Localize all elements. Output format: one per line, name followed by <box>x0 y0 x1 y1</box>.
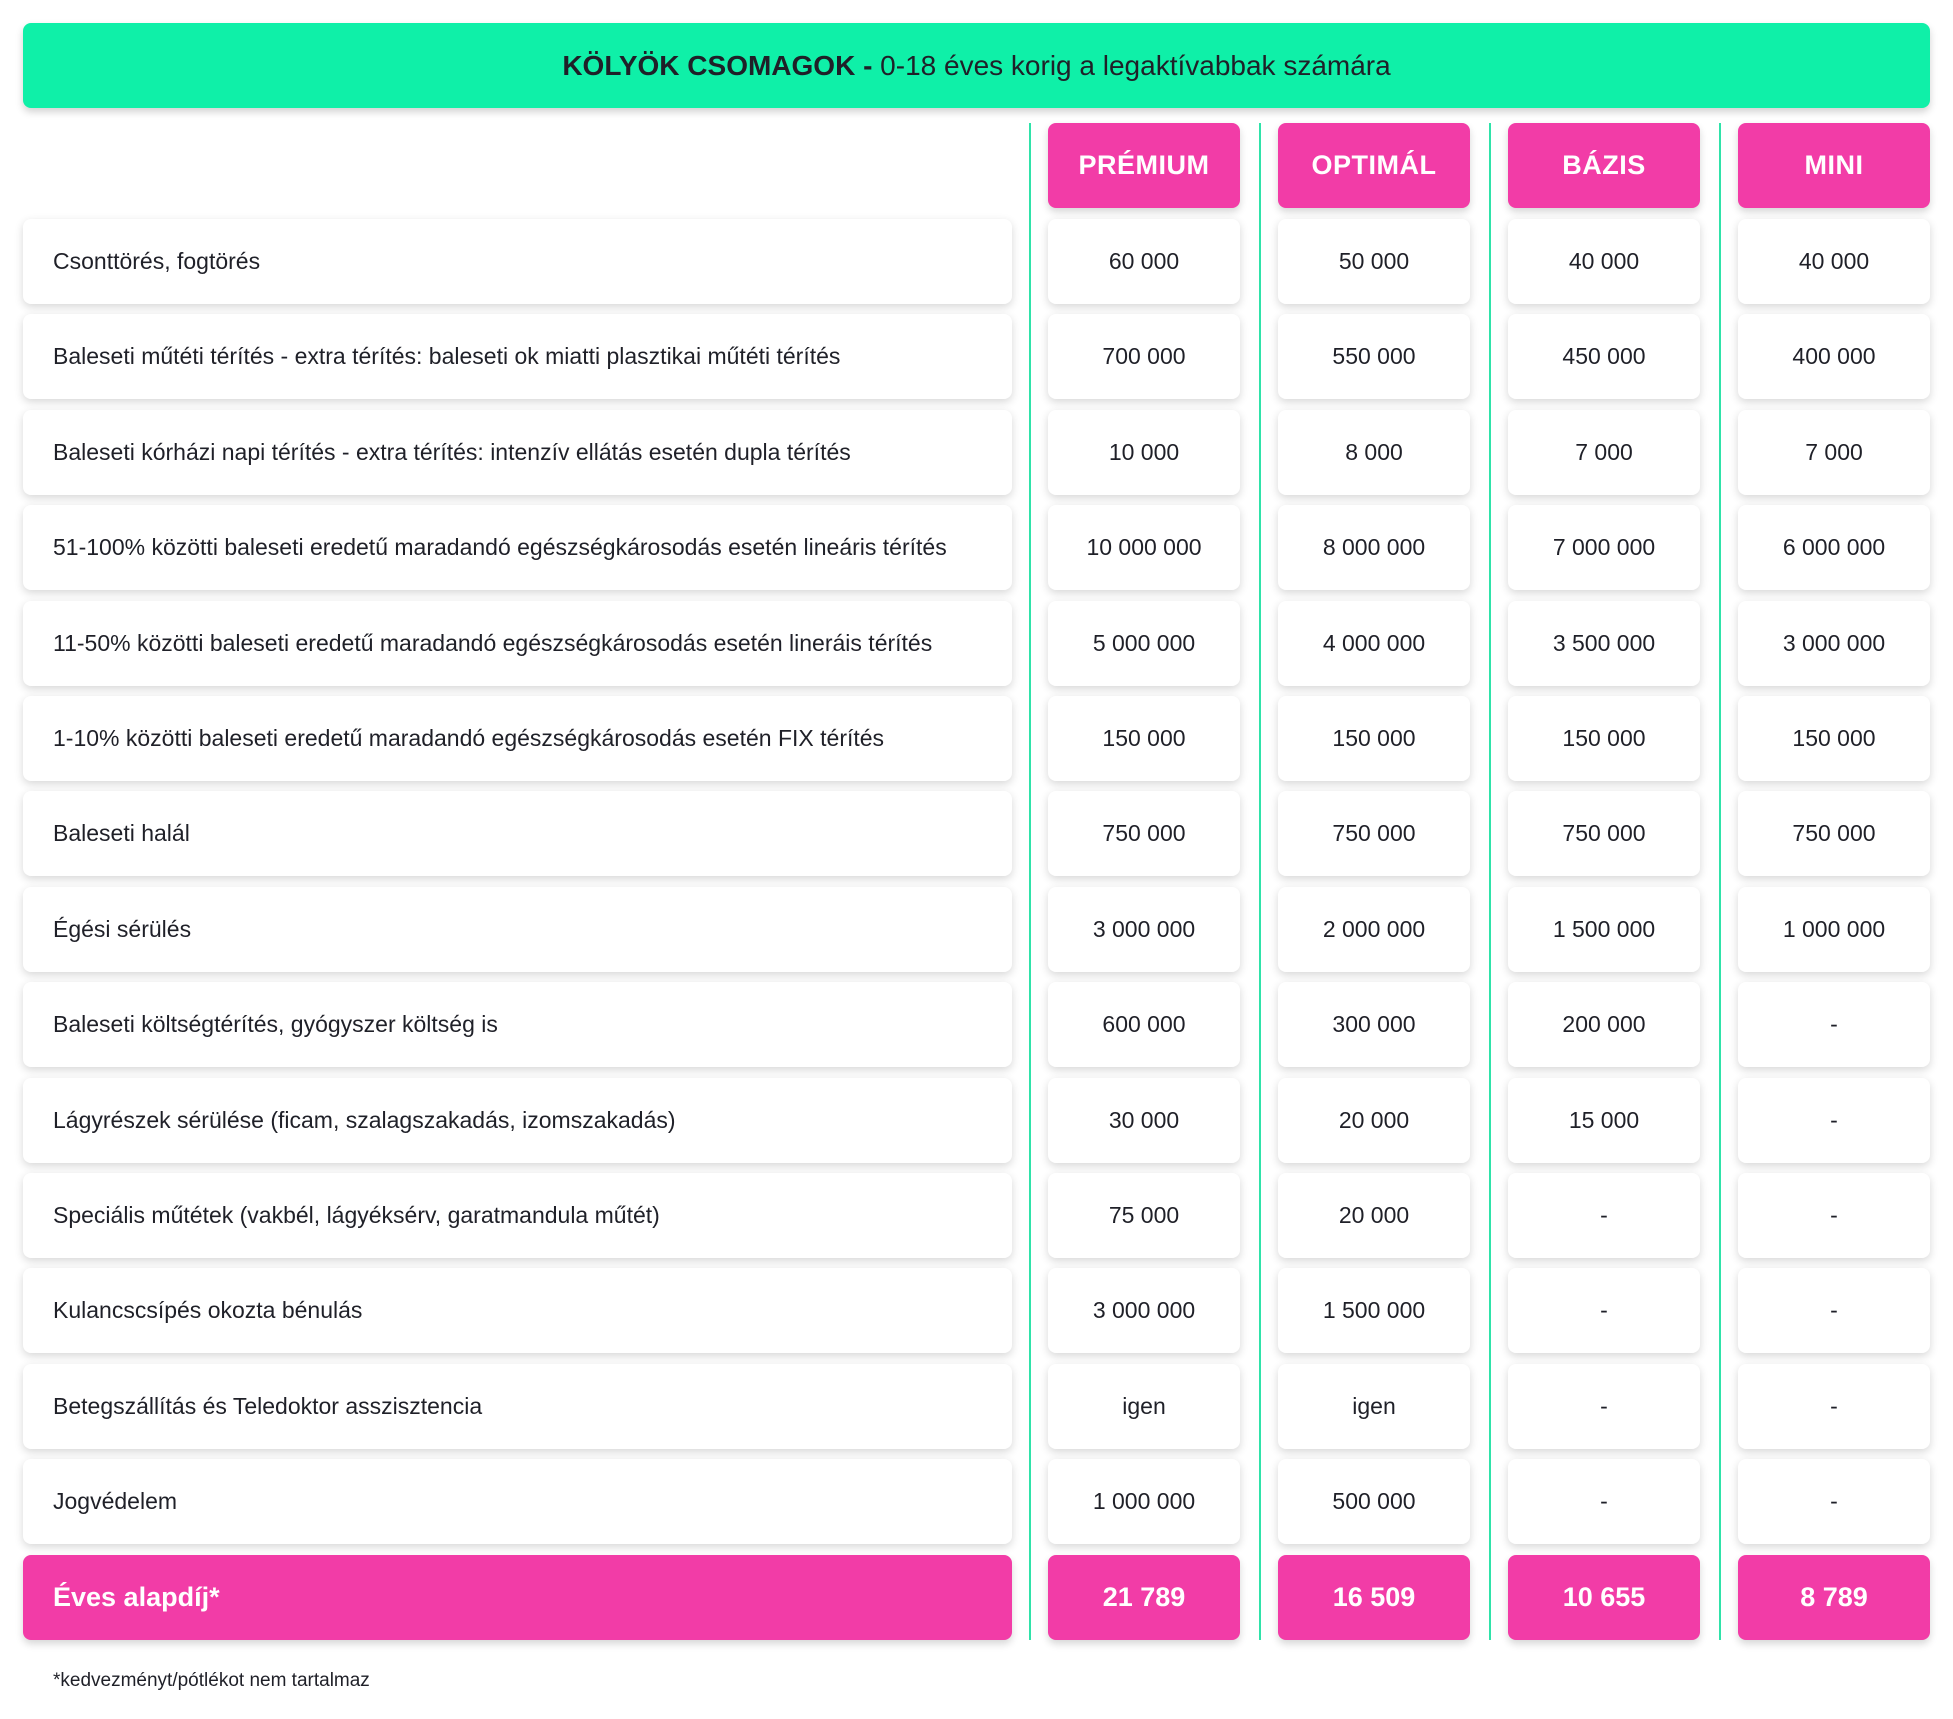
footnote: *kedvezményt/pótlékot nem tartalmaz <box>53 1670 370 1691</box>
total-value: 10 655 <box>1508 1555 1700 1640</box>
table-cell: 750 000 <box>1738 791 1930 876</box>
table-cell: 550 000 <box>1278 314 1470 399</box>
table-cell: 6 000 000 <box>1738 505 1930 590</box>
row-label: 1-10% közötti baleseti eredetű maradandó egészségkárosodás esetén FIX térítés <box>23 696 1012 781</box>
table-cell: 10 000 000 <box>1048 505 1240 590</box>
package-header: BÁZIS <box>1508 123 1700 208</box>
table-cell: 150 000 <box>1048 696 1240 781</box>
row-label: 51-100% közötti baleseti eredetű maradandó egészségkárosodás esetén lineáris térítés <box>23 505 1012 590</box>
table-cell: - <box>1738 1364 1930 1449</box>
row-label: Baleseti műtéti térítés - extra térítés: baleseti ok miatti plasztikai műtéti térítés <box>23 314 1012 399</box>
table-cell: - <box>1508 1268 1700 1353</box>
row-label: Baleseti kórházi napi térítés - extra térítés: intenzív ellátás esetén dupla térítés <box>23 410 1012 495</box>
header-title-bold: KÖLYÖK CSOMAGOK - <box>562 49 873 81</box>
table-cell: 1 500 000 <box>1278 1268 1470 1353</box>
table-cell: 40 000 <box>1738 219 1930 304</box>
table-cell: - <box>1508 1364 1700 1449</box>
table-cell: 600 000 <box>1048 982 1240 1067</box>
row-label: Betegszállítás és Teledoktor asszisztencia <box>23 1364 1012 1449</box>
column-divider <box>1719 123 1721 1640</box>
row-label: Baleseti halál <box>23 791 1012 876</box>
table-cell: 40 000 <box>1508 219 1700 304</box>
total-value: 21 789 <box>1048 1555 1240 1640</box>
table-cell: 1 000 000 <box>1738 887 1930 972</box>
table-cell: 5 000 000 <box>1048 601 1240 686</box>
row-label: Kulancscsípés okozta bénulás <box>23 1268 1012 1353</box>
table-cell: - <box>1738 1268 1930 1353</box>
row-label: Baleseti költségtérítés, gyógyszer költség is <box>23 982 1012 1067</box>
column-divider <box>1029 123 1031 1640</box>
row-label: 11-50% közötti baleseti eredetű maradandó egészségkárosodás esetén lineráis térítés <box>23 601 1012 686</box>
table-cell: 700 000 <box>1048 314 1240 399</box>
table-cell: 7 000 <box>1508 410 1700 495</box>
table-cell: 2 000 000 <box>1278 887 1470 972</box>
table-cell: 10 000 <box>1048 410 1240 495</box>
table-cell: igen <box>1278 1364 1470 1449</box>
row-label: Lágyrészek sérülése (ficam, szalagszakadás, izomszakadás) <box>23 1078 1012 1163</box>
table-cell: 300 000 <box>1278 982 1470 1067</box>
row-label: Jogvédelem <box>23 1459 1012 1544</box>
table-cell: 1 500 000 <box>1508 887 1700 972</box>
table-cell: 3 500 000 <box>1508 601 1700 686</box>
table-cell: - <box>1508 1173 1700 1258</box>
table-cell: 400 000 <box>1738 314 1930 399</box>
page-header <box>23 23 1930 108</box>
table-cell: 7 000 <box>1738 410 1930 495</box>
table-cell: 750 000 <box>1048 791 1240 876</box>
header-title-rest: 0-18 éves korig a legaktívabbak számára <box>872 49 1391 81</box>
package-header: OPTIMÁL <box>1278 123 1470 208</box>
table-cell: 1 000 000 <box>1048 1459 1240 1544</box>
table-cell: - <box>1738 1173 1930 1258</box>
table-cell: 30 000 <box>1048 1078 1240 1163</box>
table-cell: - <box>1738 982 1930 1067</box>
table-cell: 50 000 <box>1278 219 1470 304</box>
column-divider <box>1259 123 1261 1640</box>
table-cell: igen <box>1048 1364 1240 1449</box>
table-cell: 20 000 <box>1278 1173 1470 1258</box>
total-value: 8 789 <box>1738 1555 1930 1640</box>
table-cell: 150 000 <box>1508 696 1700 781</box>
table-cell: 500 000 <box>1278 1459 1470 1544</box>
table-cell: 7 000 000 <box>1508 505 1700 590</box>
table-cell: 150 000 <box>1738 696 1930 781</box>
table-cell: 150 000 <box>1278 696 1470 781</box>
table-cell: 3 000 000 <box>1738 601 1930 686</box>
package-header: PRÉMIUM <box>1048 123 1240 208</box>
total-value: 16 509 <box>1278 1555 1470 1640</box>
table-cell: 200 000 <box>1508 982 1700 1067</box>
table-cell: 8 000 000 <box>1278 505 1470 590</box>
table-cell: 750 000 <box>1508 791 1700 876</box>
table-cell: 75 000 <box>1048 1173 1240 1258</box>
table-cell: 8 000 <box>1278 410 1470 495</box>
total-label: Éves alapdíj* <box>23 1555 1012 1640</box>
row-label: Égési sérülés <box>23 887 1012 972</box>
table-cell: 20 000 <box>1278 1078 1470 1163</box>
table-cell: 750 000 <box>1278 791 1470 876</box>
table-cell: - <box>1738 1459 1930 1544</box>
table-cell: 60 000 <box>1048 219 1240 304</box>
row-label: Csonttörés, fogtörés <box>23 219 1012 304</box>
table-cell: 450 000 <box>1508 314 1700 399</box>
table-cell: 3 000 000 <box>1048 887 1240 972</box>
table-cell: 4 000 000 <box>1278 601 1470 686</box>
table-cell: - <box>1508 1459 1700 1544</box>
table-cell: 15 000 <box>1508 1078 1700 1163</box>
table-cell: 3 000 000 <box>1048 1268 1240 1353</box>
package-header: MINI <box>1738 123 1930 208</box>
row-label: Speciális műtétek (vakbél, lágyéksérv, garatmandula műtét) <box>23 1173 1012 1258</box>
table-cell: - <box>1738 1078 1930 1163</box>
column-divider <box>1489 123 1491 1640</box>
